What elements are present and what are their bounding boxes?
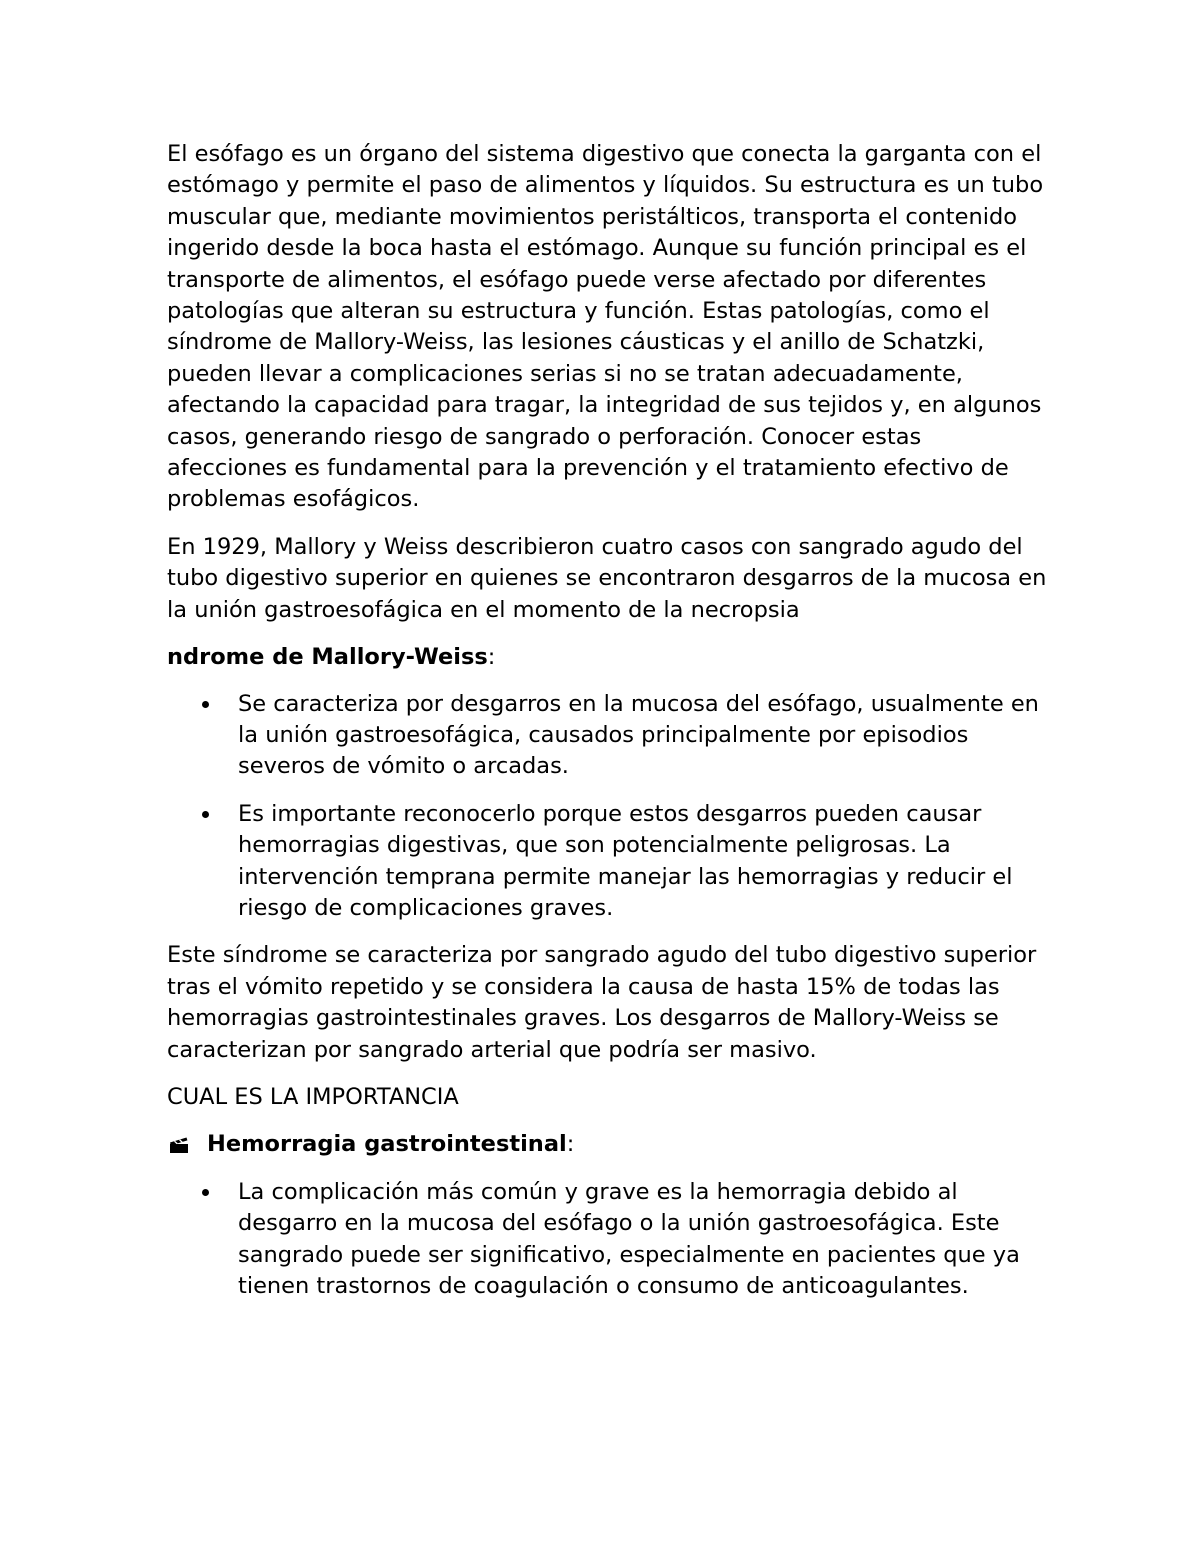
bullet-icon xyxy=(202,811,209,818)
list-item-text: Es importante reconocerlo porque estos desgarros pueden causar hemorragias digestivas, que son potencialmente peligrosas. La intervención temprana permite manejar las hemorragias y reducir el riesgo de complicaciones graves. xyxy=(238,800,1013,921)
list-item xyxy=(167,799,1047,925)
intro-paragraph: El esófago es un órgano del sistema digestivo que conecta la garganta con el estómago y permite el paso de alimentos y líquidos. Su estructura es un tubo muscular que, mediante movimientos peristálticos, transporta el contenido ingerido desde la boca hasta el estómago. Aunque su función principal es el transporte de alimentos, el esófago puede verse afectado por diferentes patologías que alteran su estructura y función. Estas patologías, como el síndrome de Mallory-Weiss, las lesiones cáusticas y el anillo de Schatzki, pueden llevar a complicaciones serias si no se tratan adecuadamente, afectando la capacidad para tragar, la integridad de sus tejidos y, en algunos casos, generando riesgo de sangrado o perforación. Conocer estas afecciones es fundamental para la prevención y el tratamiento efectivo de problemas esofágicos. xyxy=(167,141,1044,513)
importance-heading: CUAL ES LA IMPORTANCIA xyxy=(167,1083,459,1110)
hemorrhage-bullet-list xyxy=(167,1177,1047,1303)
syndrome-paragraph: Este síndrome se caracteriza por sangrado agudo del tubo digestivo superior tras el vómito repetido y se considera la causa de hasta 15% de todas las hemorragias gastrointestinales graves. Los desgarros de Mallory-Weiss se caracterizan por sangrado arterial que podría ser masivo. xyxy=(167,942,1037,1063)
hemorrhage-heading-text: Hemorragia gastrointestinal xyxy=(207,1131,567,1158)
list-item xyxy=(167,1177,1047,1303)
list-item xyxy=(167,689,1047,783)
bullet-icon xyxy=(202,1189,209,1196)
section-bullet-list xyxy=(167,689,1047,925)
section-heading-suffix: : xyxy=(487,644,496,671)
document-page xyxy=(167,139,1047,1318)
list-item-text: La complicación más común y grave es la hemorragia debido al desgarro en la mucosa del esófago o la unión gastroesofágica. Este sangrado puede ser significativo, especialmente en pacientes que ya tienen trastornos de coagulación o consumo de anticoagulantes. xyxy=(238,1178,1020,1299)
list-item-text: Se caracteriza por desgarros en la mucosa del esófago, usualmente en la unión gastroesofágica, causados principalmente por episodios severos de vómito o arcadas. xyxy=(238,690,1039,780)
hemorrhage-heading xyxy=(167,1129,1047,1160)
section-heading-text: ndrome de Mallory-Weiss xyxy=(167,644,488,671)
hemorrhage-heading-suffix: : xyxy=(566,1131,575,1158)
clapperboard-icon xyxy=(169,1136,189,1154)
bullet-icon xyxy=(202,701,209,708)
history-paragraph: En 1929, Mallory y Weiss describieron cuatro casos con sangrado agudo del tubo digestivo superior en quienes se encontraron desgarros de la mucosa en la unión gastroesofágica en el momento de la necropsia xyxy=(167,533,1047,623)
section-heading xyxy=(167,642,1047,673)
